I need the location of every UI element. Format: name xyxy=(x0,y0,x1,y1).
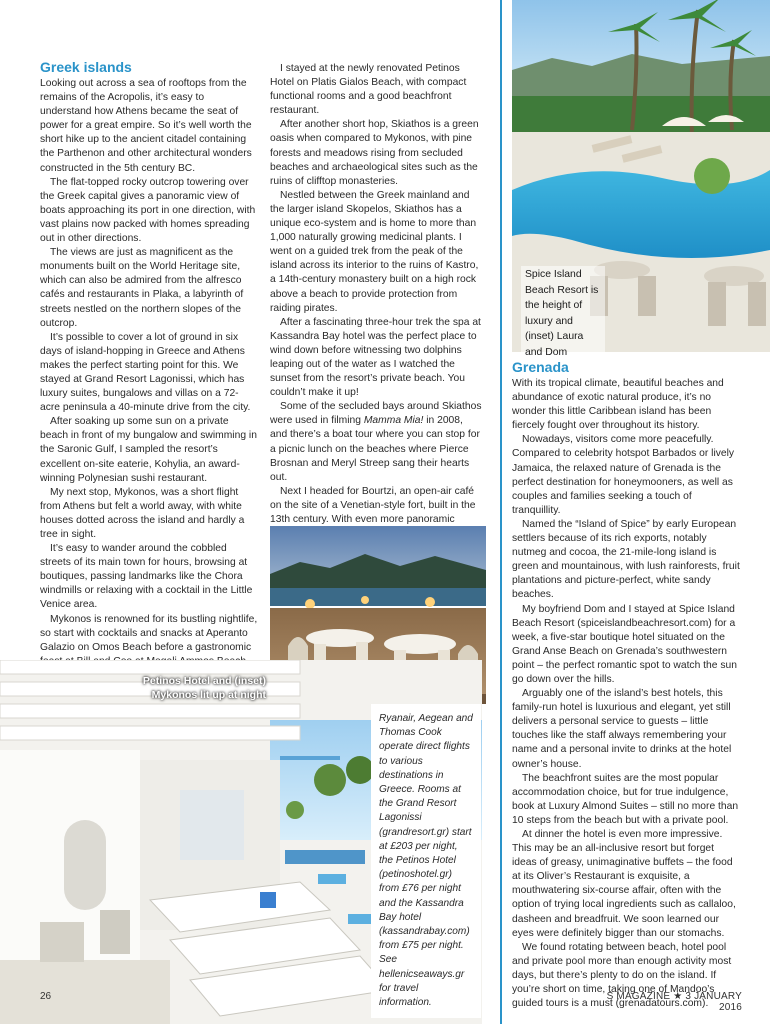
grenada-paragraph: Arguably one of the island’s best hotels, this family-run hotel is luxurious and elegant, yet still delivers a personal service to guests – little touches like the staff always remembering your name and a personal invite to drinks at the hotel owner’s house. xyxy=(512,688,732,770)
page-number: 26 xyxy=(40,991,52,1002)
greek-article-column-1 xyxy=(40,58,258,683)
grenada-paragraph: The beachfront suites are the most popular accommodation choice, but for true indulgence, book at Luxury Almond Suites – still no more than 10 steps from the beach but with a private pool. xyxy=(512,772,739,826)
film-title: Mamma Mia! xyxy=(363,415,424,427)
magazine-issue-line: S MAGAZINE ★ 3 JANUARY 2016 xyxy=(606,991,742,1013)
film-text-after: in 2008, and there’s a boat tour where you can stop for a picnic lunch on the beaches where Pierce Brosnan and Meryl Streep sang their hearts out. xyxy=(270,415,480,483)
greek-islands-heading: Greek islands xyxy=(40,59,132,75)
column-divider-rule xyxy=(500,0,502,1024)
grenada-paragraph: Named the “Island of Spice” by early European settlers because of its rich exports, notably nutmeg and cocoa, the 21-mile-long island is green and mountainous, with lush rainforests, fruit plantations and picture-perfect, white sandy beaches. xyxy=(512,518,740,601)
travel-info-box: Ryanair, Aegean and Thomas Cook operate direct flights to various destinations in Greece. Rooms at the Grand Resort Lagonissi (grandresort.gr) start at £203 per night, the Petinos Hotel (petinoshotel.gr) from £76 per night and the Kassandra Bay hotel (kassandrabay.com) from £75 per night. See hellenicseaways.gr for travel information. xyxy=(371,704,481,1018)
greek-paragraph: Mykonos is renowned for its bustling nightlife, so start with cocktails and snacks at Aperanto Galazio on Omos Beach before a gastronomic xyxy=(40,613,258,653)
greek-paragraph-film xyxy=(270,400,482,485)
grenada-paragraph: My boyfriend Dom and I stayed at Spice Island Beach Resort (spiceislandbeachresort.com) for a week, a five-star boutique hotel situated on the Grand Anse Beach on Grenada’s southwestern point – the perfect romantic spot to watch the sun go down over the hills. xyxy=(512,603,737,685)
grenada-paragraph: At dinner the hotel is even more impressive. This may be an all-inclusive resort but forget ideas of greasy, unimaginative buffets – the food at its Oliver’s Restaurant is exquisite, a mouthwatering six-course affair, often with the option of trying local ingredients such as callaloo, dasheen and breadfruit. We soon learned our eyes were definitely bigger than our stomachs. xyxy=(512,829,736,939)
greek-paragraph: I stayed at the newly renovated Petinos Hotel on Platis Gialos Beach, with compact functional rooms and a good beachfront restaurant. xyxy=(270,63,467,117)
film-text-before: Some of the secluded bays around Skiathos were used in filming xyxy=(270,401,482,427)
grenada-paragraph: Nowadays, visitors come more peacefully. Compared to celebrity hotspot Barbados or lively Jamaica, the relaxed nature of Grenada is the perfect destination for honeymooners, as well as couples and families seeking a touch of tranquillity. xyxy=(512,434,735,516)
greek-article-column-2 xyxy=(270,62,482,584)
grenada-heading: Grenada xyxy=(512,359,569,375)
greek-paragraph: After a fascinating three-hour trek the spa at Kassandra Bay hotel was the perfect place to wind down before witnessing two dolphins leaping out of the water as I watched the sunset from the resort’s private beach. You couldn’t make it up! xyxy=(270,316,481,399)
grenada-paragraph: With its tropical climate, beautiful beaches and abundance of exotic natural produce, it’s no wonder this little Caribbean island has been fiercely fought over throughout its history. xyxy=(512,378,724,432)
greek-paragraph: After another short hop, Skiathos is a green oasis when compared to Mykonos, with pine forests and meadows rising from secluded beaches and archaeological sites such as the ruins of clifftop monasteries. xyxy=(270,119,479,187)
greek-paragraph: Nestled between the Greek mainland and the larger island Skopelos, Skiathos has a unique eco-system and is home to more than 1,000 naturally growing medicinal plants. I went on a guided trek from the peak of the island across its interior to the ruins of Kastro, a 14th-century monastery built on a high rock above a beach to provide protection from raiding pirates. xyxy=(270,189,479,314)
spice-island-photo-caption: Spice Island Beach Resort is the height of luxury and (inset) Laura and Dom xyxy=(521,266,605,361)
greek-paragraph: It’s easy to wander around the cobbled streets of its main town for hours, browsing at boutiques, passing landmarks like the Chora windmills or relaxing with a cocktail in the Little Venice area. xyxy=(40,543,253,611)
greek-paragraph: The flat-topped rocky outcrop towering over the Greek capital gives a panoramic view of boats approaching its port in one direction, with vast plains now packed with homes spreading out in other directions. xyxy=(40,176,256,245)
greek-paragraph: The views are just as magnificent as the monuments built on the World Heritage site, which can also be admired from the alfresco cafés and restaurants in Plaka, a labyrinth of streets nestled on the northern slopes of the outcrop. xyxy=(40,247,244,329)
greek-paragraph: After soaking up some sun on a private beach in front of my bungalow and swimming in the Saronic Gulf, I sampled the resort’s excellent on-site eaterie, Kohylia, an award-winning Polynesian sushi restaurant. xyxy=(40,416,257,484)
greek-paragraph: It’s possible to cover a lot of ground in six days of island-hopping in Greece and Athens makes the perfect starting point for this. We stayed at Grand Resort Lagonissi, which has luxury suites, bungalows and villas on a 72-acre peninsula a 40-minute drive from the city. xyxy=(40,331,251,414)
greek-paragraph: Looking out across a sea of rooftops from the remains of the Acropolis, it’s easy to understand how Athens became the seat of power for a great empire. So it’s well worth the short hike up to the ancient citadel containing the Parthenon and other architectural wonders constructed in the 5th century BC. xyxy=(40,78,252,174)
greek-paragraph: My next stop, Mykonos, was a short flight from Athens but felt a world away, with white houses dotted across the island and hardly a tree in sight. xyxy=(40,486,245,540)
petinos-photo-caption: Petinos Hotel and (inset) Mykonos lit up at night xyxy=(142,675,266,701)
greek-paragraph: Next I headed for Bourtzi, an open-air café on the site of a Venetian-style fort, built in the 13th century. With even more panoramic xyxy=(270,485,476,525)
grenada-paragraph: We found rotating between beach, hotel pool and private pool more than enough activity most days, but there’s plenty to do on the island. If you’re short on time, taking one of Mandoo’s guided tours is a must (grenadatours.com). xyxy=(512,941,732,1010)
grenada-article-column xyxy=(512,358,740,1011)
